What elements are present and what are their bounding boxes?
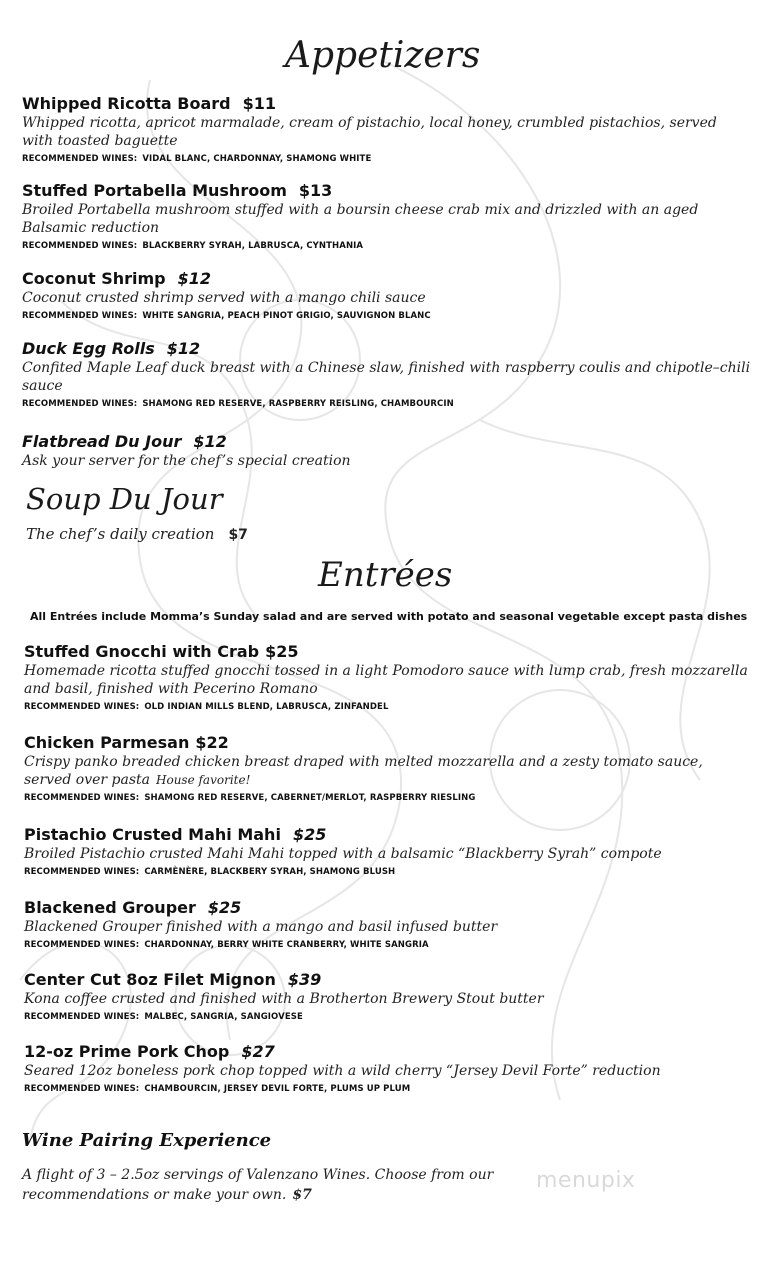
menu-item (22, 269, 752, 323)
menu-item (24, 733, 754, 805)
item-description: Whipped ricotta, apricot marmalade, cream of pistachio, local honey, crumbled pistachios, served with toasted baguette (22, 115, 717, 149)
item-price: $13 (298, 181, 333, 200)
item-description: Coconut crusted shrimp served with a mango chili sauce (22, 290, 426, 306)
item-name: Stuffed Portabella Mushroom (22, 181, 287, 200)
menupix-watermark: menupix (536, 1168, 636, 1193)
item-name: Center Cut 8oz Filet Mignon (24, 970, 276, 989)
recommended-wines: RECOMMENDED WINES: WHITE SANGRIA, PEACH PINOT GRIGIO, SAUVIGNON BLANC (22, 311, 431, 321)
menu-item (22, 432, 752, 470)
recommended-wines: RECOMMENDED WINES: BLACKBERRY SYRAH, LABRUSCA, CYNTHANIA (22, 241, 364, 251)
soup-price: $7 (228, 527, 248, 543)
recommended-wines: RECOMMENDED WINES: SHAMONG RED RESERVE, RASPBERRY REISLING, CHAMBOURCIN (22, 399, 454, 409)
item-name: Coconut Shrimp (22, 269, 166, 288)
menu-item (24, 970, 754, 1024)
menu-item (24, 642, 754, 714)
recommended-wines: RECOMMENDED WINES: MALBEC, SANGRIA, SANGIOVESE (24, 1012, 303, 1022)
item-name: Pistachio Crusted Mahi Mahi (24, 825, 281, 844)
item-price: $27 (241, 1042, 275, 1061)
recommended-wines: RECOMMENDED WINES: OLD INDIAN MILLS BLEND, LABRUSCA, ZINFANDEL (24, 702, 389, 712)
menu-item (24, 898, 754, 952)
menu-item (22, 339, 752, 411)
menu-item (24, 1042, 754, 1096)
item-description: Broiled Portabella mushroom stuffed with a boursin cheese crab mix and drizzled with an aged Balsamic reduction (22, 202, 699, 236)
item-name: Blackened Grouper (24, 898, 196, 917)
item-price: $12 (193, 432, 227, 451)
wine-pairing-heading: Wine Pairing Experience (22, 1130, 272, 1151)
item-description: Blackened Grouper finished with a mango and basil infused butter (24, 919, 498, 935)
menu-item (22, 181, 752, 253)
item-name: 12-oz Prime Pork Chop (24, 1042, 230, 1061)
item-name: Duck Egg Rolls (22, 339, 155, 358)
item-description: Kona coffee crusted and finished with a Brotherton Brewery Stout butter (24, 991, 544, 1007)
item-price: $22 (195, 733, 229, 752)
item-description: Seared 12oz boneless pork chop topped with a wild cherry “Jersey Devil Forte” reduction (24, 1063, 661, 1079)
soup-description: The chef’s daily creation $7 (26, 525, 248, 543)
item-price: $12 (166, 339, 201, 358)
item-description: Crispy panko breaded chicken breast draped with melted mozzarella and a zesty tomato sauce, served over pasta House favorite! (24, 754, 703, 788)
item-price: $11 (242, 94, 276, 113)
wine-pairing-description: A flight of 3 – 2.5oz servings of Valenzano Wines. Choose from our recommendations or make your own. $7 (22, 1167, 494, 1203)
item-name: Stuffed Gnocchi with Crab (24, 642, 260, 661)
recommended-wines: RECOMMENDED WINES: CARMÈNÈRE, BLACKBERY SYRAH, SHAMONG BLUSH (24, 867, 396, 877)
item-description: Confited Maple Leaf duck breast with a Chinese slaw, finished with raspberry coulis and chipotle–chili sauce (22, 360, 751, 394)
item-price: $25 (265, 642, 299, 661)
recommended-wines: RECOMMENDED WINES: CHAMBOURCIN, JERSEY DEVIL FORTE, PLUMS UP PLUM (24, 1084, 411, 1094)
item-description: Homemade ricotta stuffed gnocchi tossed in a light Pomodoro sauce with lump crab, fresh mozzarella and basil, finished with Pecerino Romano (24, 663, 748, 697)
entrees-heading: Entrées (318, 555, 453, 595)
item-price: $25 (207, 898, 242, 917)
menu-item (24, 825, 754, 879)
item-price: $12 (177, 269, 212, 288)
item-description: Ask your server for the chef’s special creation (22, 453, 351, 469)
item-price: $39 (287, 970, 322, 989)
item-name: Flatbread Du Jour (22, 432, 182, 451)
wine-pairing-price: $7 (292, 1187, 312, 1203)
menu-item (22, 94, 752, 166)
item-description: Broiled Pistachio crusted Mahi Mahi topped with a balsamic “Blackberry Syrah” compote (24, 846, 662, 862)
recommended-wines: RECOMMENDED WINES: CHARDONNAY, BERRY WHITE CRANBERRY, WHITE SANGRIA (24, 940, 429, 950)
item-price: $25 (292, 825, 327, 844)
item-name: Whipped Ricotta Board (22, 94, 231, 113)
item-name: Chicken Parmesan (24, 733, 190, 752)
soup-heading: Soup Du Jour (26, 482, 223, 516)
appetizers-heading: Appetizers (285, 35, 481, 76)
entrees-note: All Entrées include Momma’s Sunday salad and are served with potato and seasonal vegetable except pasta dishes (30, 610, 748, 623)
recommended-wines: RECOMMENDED WINES: VIDAL BLANC, CHARDONNAY, SHAMONG WHITE (22, 154, 372, 164)
recommended-wines: RECOMMENDED WINES: SHAMONG RED RESERVE, CABERNET/MERLOT, RASPBERRY RIESLING (24, 793, 476, 803)
house-favorite-note: House favorite! (156, 773, 251, 787)
